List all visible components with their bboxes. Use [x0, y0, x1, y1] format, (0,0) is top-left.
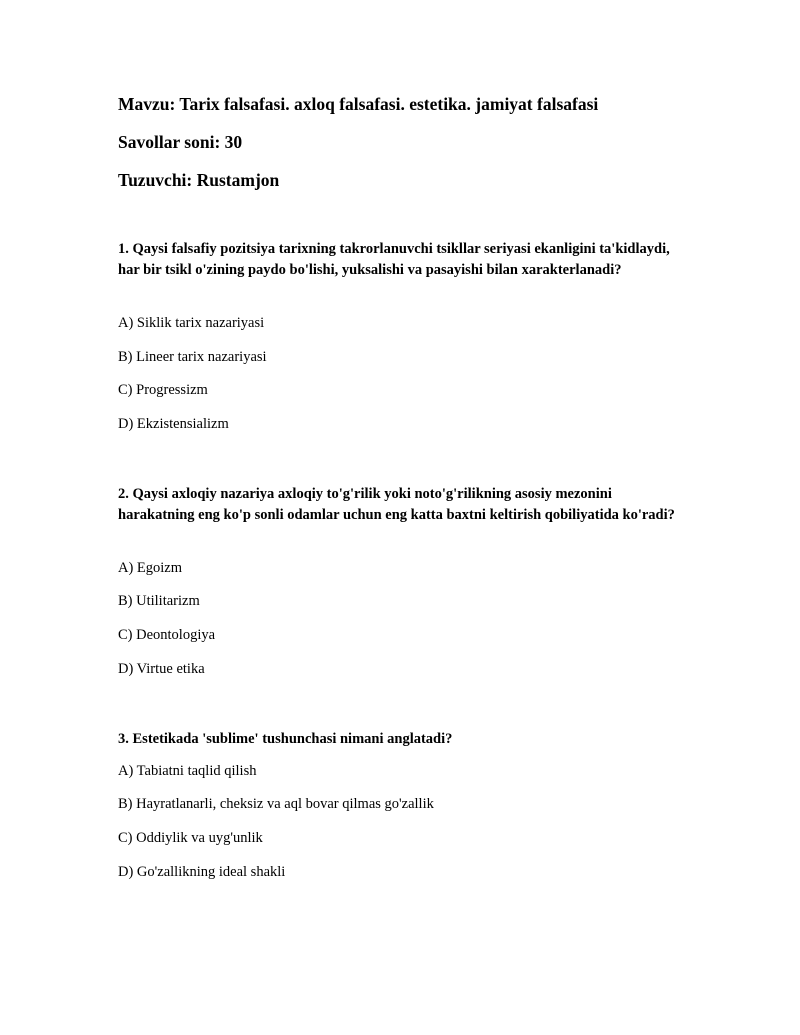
option-b: B) Hayratlanarli, cheksiz va aql bovar qilmas go'zallik [118, 796, 434, 812]
question-count: Savollar soni: 30 [118, 132, 243, 152]
option-c: C) Deontologiya [118, 627, 216, 643]
option-d: D) Ekzistensializm [118, 416, 229, 432]
question-text: 2. Qaysi axloqiy nazariya axloqiy to'g'rilik yoki noto'g'rilikning asosiy mezonini harakatning eng ko'p sonli odamlar uchun eng katta baxtni keltirish qobiliyatida ko'radi? [118, 486, 675, 523]
option-b: B) Utilitarizm [118, 593, 200, 609]
option-b: B) Lineer tarix nazariyasi [118, 349, 267, 365]
question-text: 3. Estetikada 'sublime' tushunchasi nimani anglatadi? [118, 731, 453, 747]
option-a: A) Siklik tarix nazariyasi [118, 315, 265, 331]
topic-heading: Mavzu: Tarix falsafasi. axloq falsafasi. estetika. jamiyat falsafasi [118, 94, 599, 114]
author-line: Tuzuvchi: Rustamjon [118, 170, 280, 190]
option-a: A) Egoizm [118, 560, 183, 576]
option-a: A) Tabiatni taqlid qilish [118, 763, 257, 779]
option-d: D) Go'zallikning ideal shakli [118, 864, 286, 880]
option-d: D) Virtue etika [118, 661, 205, 677]
option-c: C) Oddiylik va uyg'unlik [118, 830, 263, 846]
option-c: C) Progressizm [118, 382, 208, 398]
question-text: 1. Qaysi falsafiy pozitsiya tarixning takrorlanuvchi tsikllar seriyasi ekanligini ta'kidlaydi, har bir tsikl o'zining paydo bo'lishi, yuksalishi va pasayishi bilan xarakterlanadi? [118, 241, 670, 278]
